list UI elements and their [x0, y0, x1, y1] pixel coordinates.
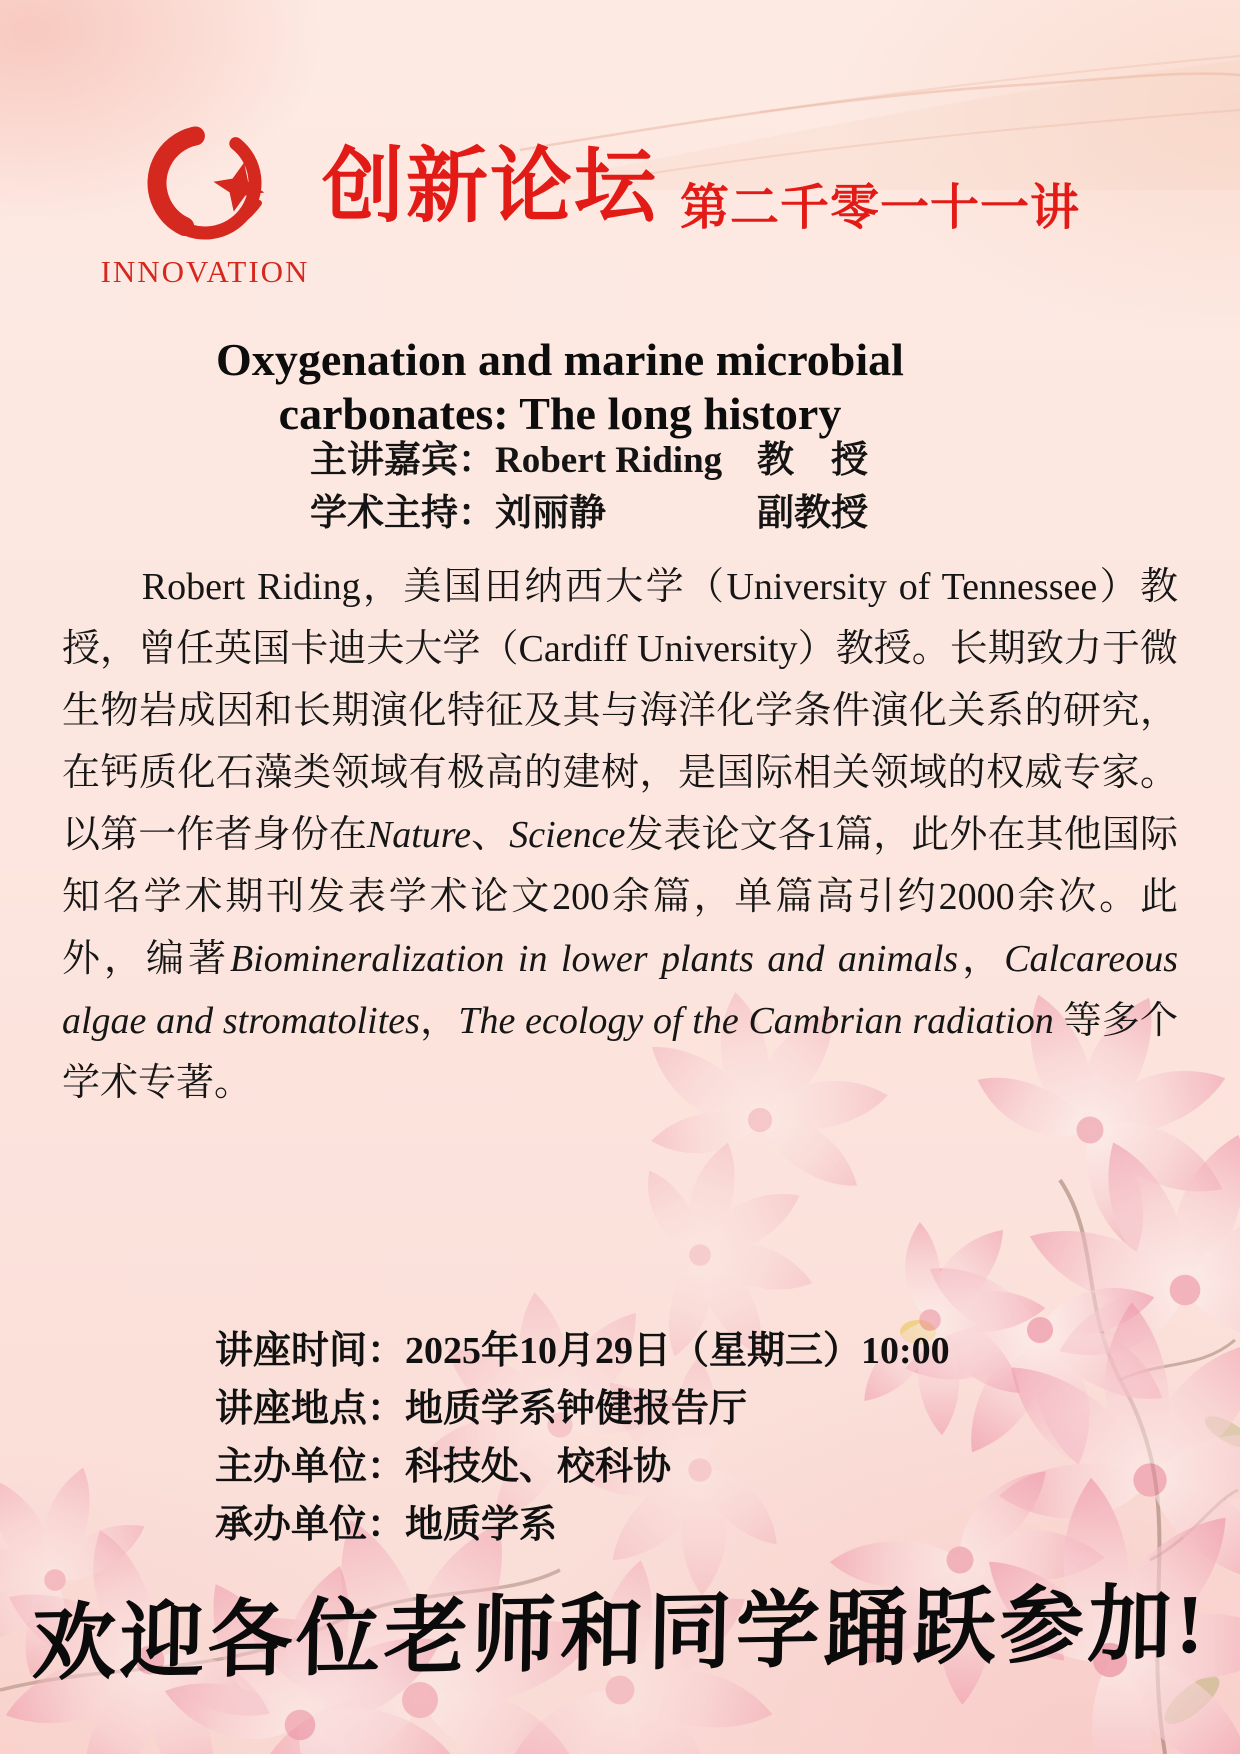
- speaker-label: 主讲嘉宾：: [310, 440, 495, 481]
- detail-value: 2025年10月29日（星期三）10:00: [405, 1330, 950, 1372]
- welcome-calligraphy: 欢迎各位老师和同学踊跃参加!: [31, 1577, 1209, 1692]
- logo-text: INNOVATION: [100, 254, 310, 289]
- detail-row-organizer: [215, 1438, 950, 1496]
- detail-row-undertaker: [215, 1496, 950, 1554]
- detail-value: 地质学系钟健报告厅: [405, 1388, 748, 1430]
- speaker-row-host: [310, 489, 868, 539]
- detail-value: 地质学系: [405, 1504, 558, 1546]
- speaker-name: Robert Riding: [495, 440, 723, 481]
- speaker-row-guest: [310, 436, 868, 486]
- lecture-details: [215, 1322, 950, 1554]
- speaker-name: 刘丽静: [495, 493, 606, 534]
- speaker-title: 教 授: [757, 440, 868, 481]
- innovation-logo-icon: [130, 118, 280, 252]
- detail-label: 主办单位：: [215, 1446, 406, 1488]
- innovation-logo: [95, 118, 315, 290]
- speaker-title: 副教授: [757, 493, 868, 534]
- detail-row-venue: [215, 1380, 950, 1438]
- detail-label: 讲座地点：: [215, 1388, 406, 1430]
- lecture-number: 第二千零一十一讲: [680, 181, 1081, 235]
- detail-value: 科技处、校科协: [405, 1446, 672, 1488]
- talk-title-line1: Oxygenation and marine microbial: [216, 333, 904, 385]
- bio-paragraph: Robert Riding，美国田纳西大学（University of Tennessee）教授，曾任英国卡迪夫大学（Cardiff University）教授。长期致力于微生物岩成因和长期演化特征及其与海洋化学条件演化关系的研究，在钙质化石藻类领域有极高的建树，是国际相关领域的权威专家。以第一作者身份在Nature、Science发表论文各1篇，此外在其他国际知名学术期刊发表学术论文200余篇，单篇高引约2000余次。此外，编著Biomineralization in lower plants and animals，Calcareous algae and stromatolites，The ecology of the Cambrian radiation 等多个学术专著。: [62, 566, 1178, 1104]
- forum-title: 创新论坛: [322, 141, 659, 232]
- speaker-label: 学术主持：: [310, 493, 495, 534]
- detail-label: 讲座时间：: [215, 1330, 406, 1372]
- speaker-block: [310, 436, 868, 542]
- talk-title-line2: carbonates: The long history: [278, 388, 842, 440]
- detail-label: 承办单位：: [215, 1504, 406, 1546]
- talk-title: [0, 333, 1120, 442]
- detail-row-time: [215, 1322, 950, 1380]
